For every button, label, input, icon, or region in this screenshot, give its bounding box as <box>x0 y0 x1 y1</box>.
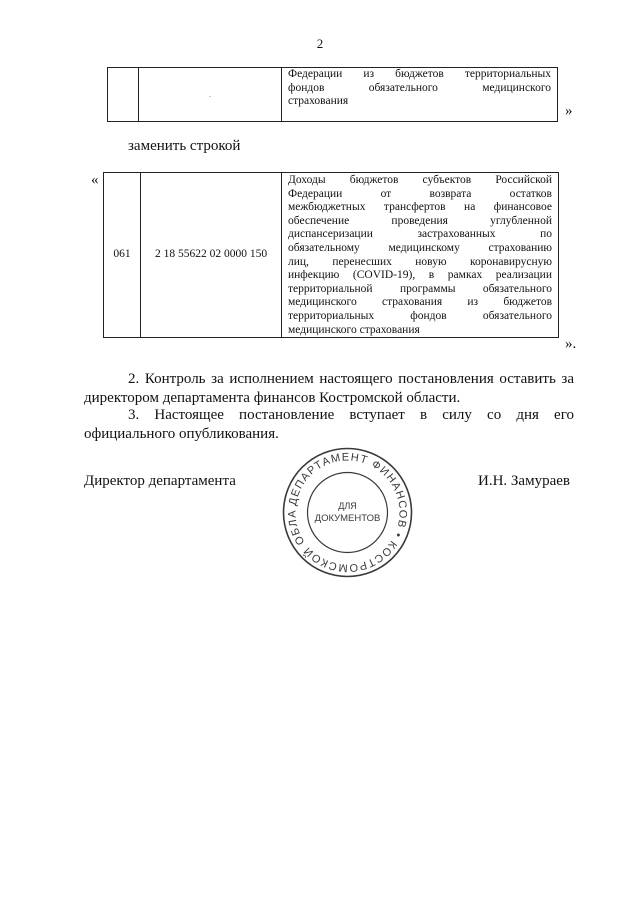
signatory-name: И.Н. Замураев <box>478 473 570 489</box>
desc-line: Доходы бюджетов субъектов Российской <box>288 174 552 186</box>
paragraph-3-line2: официального опубликования. <box>84 426 279 442</box>
desc-line: Федерации из бюджетов территориальных <box>288 68 551 80</box>
table-replacement-row <box>103 172 559 338</box>
desc-line: инфекцию (COVID-19), в рамках реализации <box>288 269 552 282</box>
table-top-fragment <box>107 67 558 122</box>
desc-line: Федерации от возврата остатков <box>288 187 552 200</box>
stamp-center-line1: ДЛЯ <box>338 501 357 511</box>
close-quote-bottom: ». <box>565 336 577 352</box>
close-quote-top: » <box>565 103 573 119</box>
desc-line: территориальной программы обязательного <box>288 282 552 295</box>
paragraph-2-line2: директором департамента финансов Костромской области. <box>84 390 461 406</box>
desc-line: медицинского страхования <box>288 323 420 336</box>
cell-code-empty <box>108 68 139 122</box>
desc-line: лиц, перенесших новую коронавирусную <box>288 255 552 268</box>
cell-mark: . <box>208 88 212 99</box>
desc-line: обеспечение проведения углубленной <box>288 214 552 227</box>
desc-line: фондов обязательного медицинского <box>288 81 551 94</box>
paragraph-3-line1: 3. Настоящее постановление вступает в силу со дня его <box>128 407 574 423</box>
desc-line: диспансеризации застрахованных по <box>288 228 552 241</box>
desc-line: межбюджетных трансфертов на финансовое <box>288 201 552 214</box>
page-number: 2 <box>316 36 324 51</box>
signatory-position: Директор департамента <box>84 473 236 489</box>
stamp-center-line2: ДОКУМЕНТОВ <box>314 513 381 524</box>
open-quote: « <box>91 172 99 188</box>
cell-kbk-code: 2 18 55622 02 0000 150 <box>141 173 282 338</box>
desc-line: обязательному медицинскому страхованию <box>288 241 552 254</box>
stamp-outer-text: ДЕПАРТАМЕНТ ФИНАНСОВ • КОСТРОМСКОЙ ОБЛА <box>286 451 409 574</box>
cell-description <box>282 173 559 338</box>
cell-kbk-empty <box>139 68 282 122</box>
desc-line: медицинского страхования из бюджетов <box>288 296 552 309</box>
cell-admin-code: 061 <box>104 173 141 338</box>
replace-text: заменить строкой <box>128 138 241 154</box>
paragraph-2-line1: 2. Контроль за исполнением настоящего постановления оставить за <box>128 371 574 387</box>
official-stamp <box>280 445 415 585</box>
stamp-seal-icon <box>280 445 415 580</box>
cell-description <box>282 68 558 122</box>
desc-line: территориальных фондов обязательного <box>288 309 552 322</box>
desc-line: страхования <box>288 95 349 108</box>
